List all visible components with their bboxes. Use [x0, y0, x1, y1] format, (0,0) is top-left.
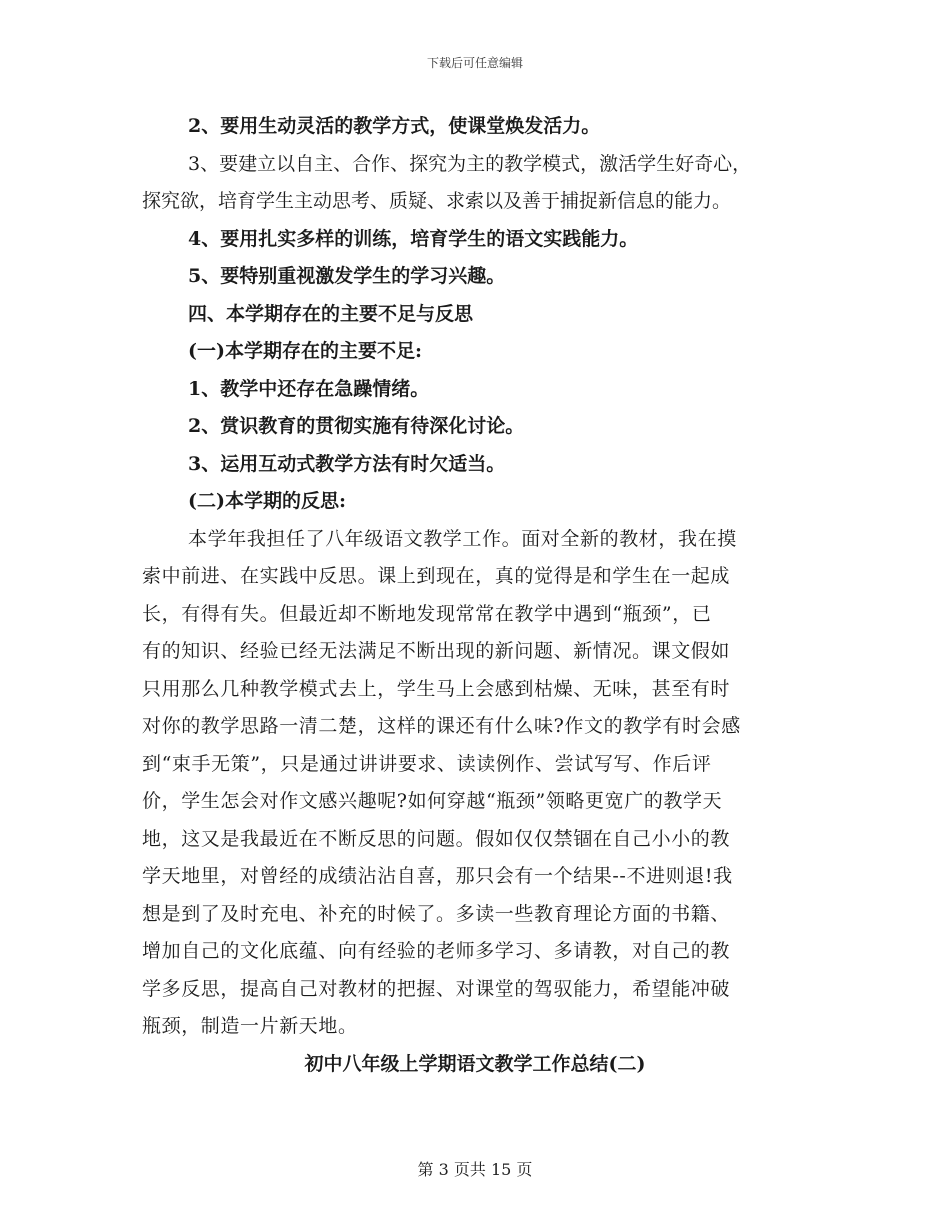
shortcoming-2: 2、赏识教育的贯彻实施有待深化讨论。: [188, 415, 525, 437]
reflection-line: 索中前进、在实践中反思。课上到现在，真的觉得是和学生在一起成: [142, 565, 731, 587]
reflection-line: 增加自己的文化底蕴、向有经验的老师多学习、多请教，对自己的教: [142, 940, 731, 962]
item-4: 4、要用扎实多样的训练，培育学生的语文实践能力。: [188, 227, 639, 250]
reflection-line: 有的知识、经验已经无法满足不断出现的新问题、新情况。课文假如: [142, 640, 731, 662]
item-5: 5、要特别重视激发学生的学习兴趣。: [188, 265, 506, 287]
item-3-line-2: 探究欲，培育学生主动思考、质疑、求索以及善于捕捉新信息的能力。: [142, 190, 732, 212]
reflection-line: 长，有得有失。但最近却不断地发现常常在教学中遇到“瓶颈”，已: [142, 602, 712, 625]
reflection-line: 只用那么几种教学模式去上，学生马上会感到枯燥、无味，甚至有时: [142, 677, 731, 700]
reflection-line: 瓶颈，制造一片新天地。: [142, 1015, 358, 1037]
reflection-line: 想是到了及时充电、补充的时候了。多读一些教育理论方面的书籍、: [142, 902, 731, 925]
reflection-line: 地，这又是我最近在不断反思的问题。假如仅仅禁锢在自己小小的教: [142, 827, 731, 850]
page-header: 下载后可任意编辑: [426, 56, 523, 70]
document-body: [142, 108, 808, 1083]
page-footer: 第 3 页共 15 页: [417, 1160, 533, 1179]
reflection-line: 本学年我担任了八年级语文教学工作。面对全新的教材，我在摸: [188, 527, 737, 550]
shortcoming-3: 3、运用互动式教学方法有时欠适当。: [188, 452, 506, 475]
reflection-line: 到“束手无策”，只是通过讲讲要求、读读例作、尝试写写、作后评: [142, 752, 712, 775]
shortcoming-1: 1、教学中还存在急躁情绪。: [188, 377, 430, 400]
reflection-paragraph: [142, 521, 808, 1046]
reflection-line: 对你的教学思路一清二楚，这样的课还有什么味?作文的教学有时会感: [142, 715, 741, 737]
reflection-line: 价，学生怎会对作文感兴趣呢?如何穿越“瓶颈”领略更宽广的教学天: [142, 790, 723, 812]
next-section-title: 初中八年级上学期语文教学工作总结(二): [304, 1052, 646, 1075]
item-2: 2、要用生动灵活的教学方式，使课堂焕发活力。: [188, 115, 601, 137]
subsection-reflection-heading: (二)本学期的反思:: [188, 490, 346, 512]
subsection-shortcomings-heading: (一)本学期存在的主要不足:: [188, 340, 422, 362]
item-3-line-1: 3、要建立以自主、合作、探究为主的教学模式，激活学生好奇心，: [188, 152, 752, 175]
reflection-line: 学多反思，提高自己对教材的把握、对课堂的驾驭能力，希望能冲破: [142, 977, 731, 1000]
reflection-line: 学天地里，对曾经的成绩沾沾自喜，那只会有一个结果--不进则退!我: [142, 865, 733, 887]
section-4-heading: 四、本学期存在的主要不足与反思: [188, 302, 474, 325]
